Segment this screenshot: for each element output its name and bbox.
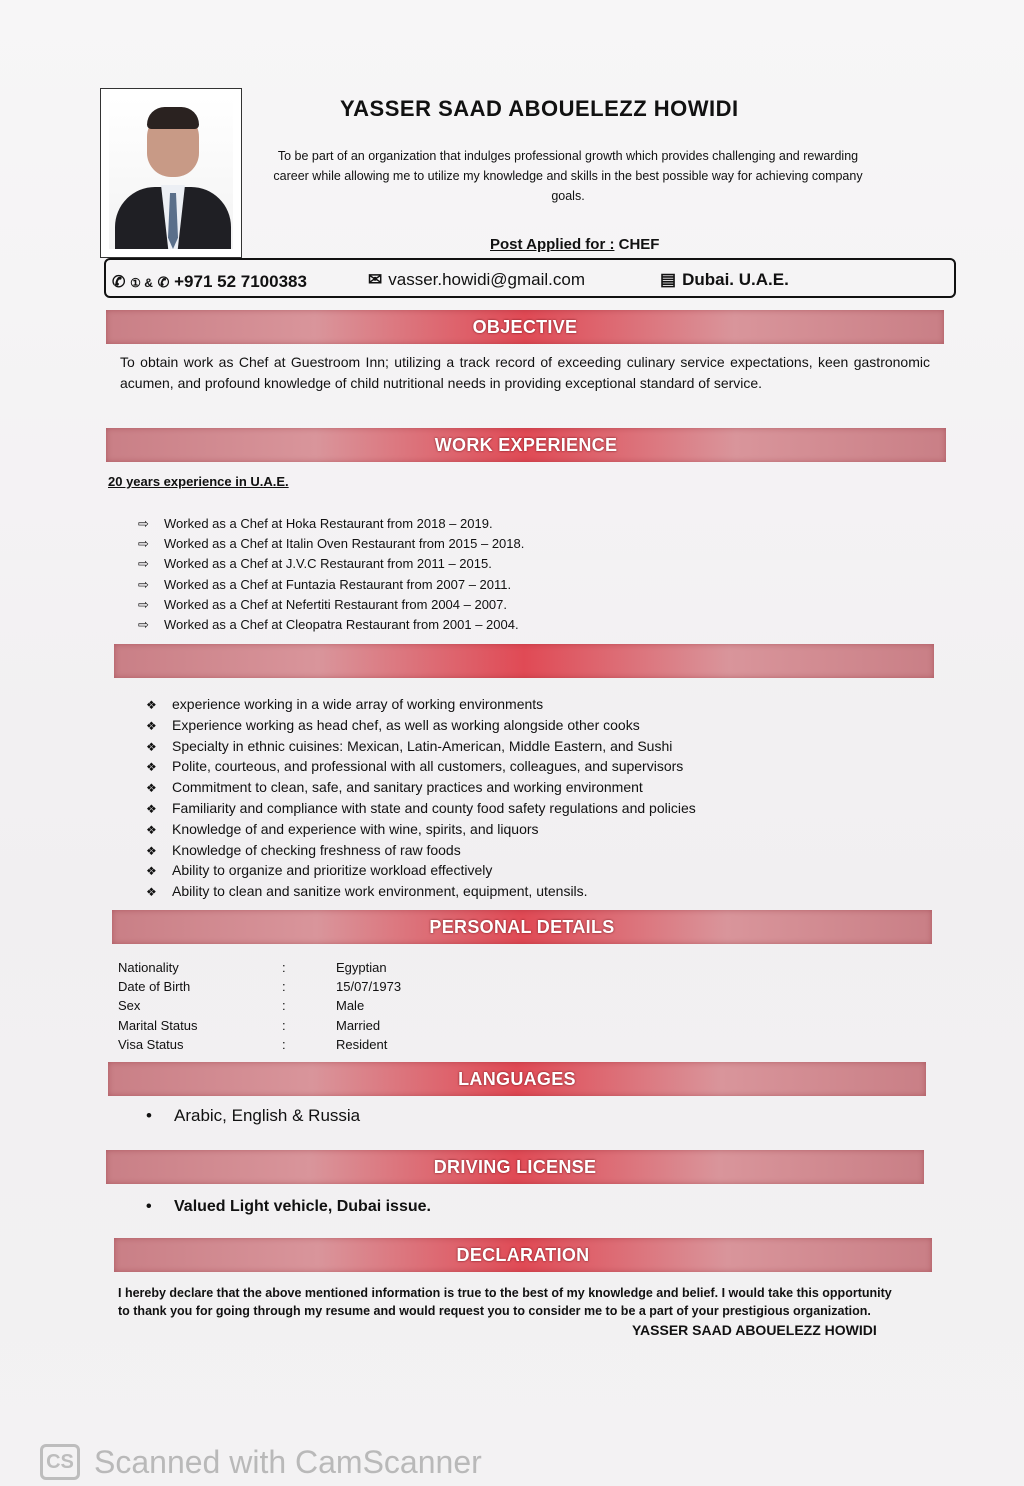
list-item: ❖ Familiarity and compliance with state and county food safety regulations and policies xyxy=(146,798,696,819)
list-item: ❖ Knowledge of and experience with wine, spirits, and liquors xyxy=(146,819,696,840)
resume-page: YASSER SAAD ABOUELEZZ HOWIDI To be part of an organization that indulges professional growth which provides challenging and rewarding career while allowing me to utilize my knowledge and skills in the best possible way for achieving company goals. Post Applied for : CHEF ✆ ① & ✆ +971 52 7100383 ✉ vasser.howidi@gmail.com ▤ Dubai. U.A.E. OBJECTIVE To obtain work as Chef at Guestroom Inn; utilizing a track record of exceeding culinary service expectations, keen gastronomic acumen, and profound knowledge of child nutritional needs in providing exceptional standard of service. WORK EXPERIENCE 20 years experience in U.A.E. ⇨ Worked as a Chef at Hoka Restaurant from 2018 – 2019. ⇨ Worked as a Chef at Italin Oven Restaurant from 2015 – 2018. ⇨ Worked as a Chef at J.V.C Restaurant from 2011 – 2015. ⇨ Worked as a Chef at Funtazia Restaurant from 2007 – 2011. ⇨ Worked as a Chef at Nefertiti Restaurant from 2004 – 2007. ⇨ Worked as a Chef at Cleopatra Restaurant from 2001 – 2004. ❖ experience working in a wide array of working environments ❖ Experience working as head chef, as well as working alongside other cooks ❖ Specialty in ethnic cuisines: Mexican, Latin-American, Middle Eastern, and Sushi ❖ Polite, courteous, and professional with all customers, colleagues, and supervisors ❖ Commitment to clean, safe, and sanitary practices and working environment ❖ Familiarity and compliance with state and county food safety regulations and policies ❖ Knowledge of and experience with wine, spirits, and liquors ❖ Knowledge of checking freshness of raw foods ❖ Ability to organize and prioritize workload effectively ❖ Ability to clean and sanitize work environment, equipment, utensils. PERSONAL DETAILS Nationality : Egyptian Date of Birth : 15/07/1973 Sex : Male Marital Status : Married Visa Status : Resident LANGUAGES • Arabic, English & Russia DRIVING LICENSE • Valued Light vehicle, Dubai issue. DECLARATION I hereby declare that the above mentioned information is true to the best of my knowledge and belief. I would take this opportunity to thank you for going through my resume and would request you to consider me to be a part of your prestigious organization. YASSER SAAD ABOUELEZZ HOWIDI CS Scanned with CamScanner xyxy=(0,0,1024,1486)
list-item: ⇨ Worked as a Chef at Italin Oven Restaurant from 2015 – 2018. xyxy=(138,534,524,554)
list-item: ⇨ Worked as a Chef at Cleopatra Restaurant from 2001 – 2004. xyxy=(138,615,524,635)
diamond-bullet-icon: ❖ xyxy=(146,864,157,879)
languages-heading-band xyxy=(108,1062,926,1096)
list-item: ❖ Ability to clean and sanitize work environment, equipment, utensils. xyxy=(146,881,696,902)
location-text: Dubai. U.A.E. xyxy=(682,270,789,289)
signature-name: YASSER SAAD ABOUELEZZ HOWIDI xyxy=(632,1322,877,1338)
languages-item: • Arabic, English & Russia xyxy=(146,1106,361,1125)
list-item: ❖ experience working in a wide array of working environments xyxy=(146,694,696,715)
diamond-bullet-icon: ❖ xyxy=(146,843,157,858)
list-item: ❖ Experience working as head chef, as well as working alongside other cooks xyxy=(146,715,696,736)
diamond-bullet-icon: ❖ xyxy=(146,885,157,900)
skills-heading-band xyxy=(114,644,934,678)
skills-list xyxy=(146,694,696,902)
list-item: ❖ Knowledge of checking freshness of raw foods xyxy=(146,840,696,861)
list-item: ❖ Polite, courteous, and professional with all customers, colleagues, and supervisors xyxy=(146,756,696,777)
work-experience-heading: WORK EXPERIENCE xyxy=(434,434,618,455)
watermark-text: Scanned with CamScanner xyxy=(94,1443,482,1480)
contact-location xyxy=(660,270,789,290)
post-label: Post Applied for : xyxy=(490,236,615,253)
objective-text: To obtain work as Chef at Guestroom Inn; utilizing a track record of exceeding culinary service expectations, keen gastronomic acumen, and profound knowledge of child nutritional needs in providing exceptional standard of service. xyxy=(120,354,930,391)
list-item: ⇨ Worked as a Chef at J.V.C Restaurant from 2011 – 2015. xyxy=(138,554,524,574)
experience-summary: 20 years experience in U.A.E. xyxy=(108,474,289,489)
list-item: ❖ Specialty in ethnic cuisines: Mexican, Latin-American, Middle Eastern, and Sushi xyxy=(146,736,696,757)
camscanner-logo-icon: CS xyxy=(40,1444,80,1480)
candidate-name: YASSER SAAD ABOUELEZZ HOWIDI xyxy=(340,96,739,121)
profile-photo xyxy=(100,88,242,258)
objective-heading-band xyxy=(106,310,944,344)
arrow-right-icon: ⇨ xyxy=(138,616,149,632)
personal-details-heading-band xyxy=(112,910,932,944)
post-value: CHEF xyxy=(618,236,660,253)
objective-heading: OBJECTIVE xyxy=(472,316,578,337)
driving-license-heading: DRIVING LICENSE xyxy=(433,1156,597,1177)
envelope-icon: ✉ xyxy=(368,270,383,289)
diamond-bullet-icon: ❖ xyxy=(146,801,157,816)
declaration-heading-band xyxy=(114,1238,932,1272)
driving-license-heading-band xyxy=(106,1150,924,1184)
work-experience-heading-band xyxy=(106,428,946,462)
intro-statement: To be part of an organization that indulges professional growth which provides challenging and rewarding career while allowing me to utilize my knowledge and skills in the best possible way for achieving company goals. xyxy=(273,149,863,203)
phone-icon: ✆ xyxy=(112,274,126,291)
whatsapp-icon: ✆ xyxy=(157,274,170,290)
personal-details-heading: PERSONAL DETAILS xyxy=(429,916,615,937)
arrow-right-icon: ⇨ xyxy=(138,596,149,612)
list-item: ⇨ Worked as a Chef at Funtazia Restaurant from 2007 – 2011. xyxy=(138,575,524,595)
email-address[interactable]: vasser.howidi@gmail.com xyxy=(388,270,586,289)
post-applied xyxy=(490,236,659,253)
diamond-bullet-icon: ❖ xyxy=(146,698,157,712)
arrow-right-icon: ⇨ xyxy=(138,556,149,572)
driving-license-item: • Valued Light vehicle, Dubai issue. xyxy=(146,1198,431,1215)
arrow-right-icon: ⇨ xyxy=(138,516,149,531)
bullet-icon: • xyxy=(146,1198,152,1215)
declaration-heading: DECLARATION xyxy=(456,1244,590,1265)
list-item: ⇨ Worked as a Chef at Hoka Restaurant from 2018 – 2019. xyxy=(138,514,524,534)
location-card-icon: ▤ xyxy=(660,270,677,289)
contact-phone xyxy=(112,272,307,292)
diamond-bullet-icon: ❖ xyxy=(146,718,157,733)
bullet-icon: • xyxy=(146,1106,152,1125)
diamond-bullet-icon: ❖ xyxy=(146,781,157,796)
phone-prefix: ① & xyxy=(130,276,153,290)
declaration-text: I hereby declare that the above mentioned information is true to the best of my knowledge and belief. I would take this opportunity to thank you for going through my resume and would request you to consider me to be a part of your prestigious organization. xyxy=(118,1286,892,1318)
diamond-bullet-icon: ❖ xyxy=(146,760,157,775)
phone-number[interactable]: +971 52 7100383 xyxy=(174,272,307,291)
experience-list xyxy=(138,514,524,635)
camscanner-watermark xyxy=(40,1442,482,1482)
list-item: ⇨ Worked as a Chef at Nefertiti Restaurant from 2004 – 2007. xyxy=(138,595,524,615)
arrow-right-icon: ⇨ xyxy=(138,536,149,552)
contact-email xyxy=(368,270,585,290)
arrow-right-icon: ⇨ xyxy=(138,576,149,592)
languages-heading: LANGUAGES xyxy=(458,1068,576,1089)
list-item: ❖ Ability to organize and prioritize workload effectively xyxy=(146,860,696,881)
diamond-bullet-icon: ❖ xyxy=(146,822,157,837)
list-item: ❖ Commitment to clean, safe, and sanitary practices and working environment xyxy=(146,777,696,798)
diamond-bullet-icon: ❖ xyxy=(146,739,157,754)
